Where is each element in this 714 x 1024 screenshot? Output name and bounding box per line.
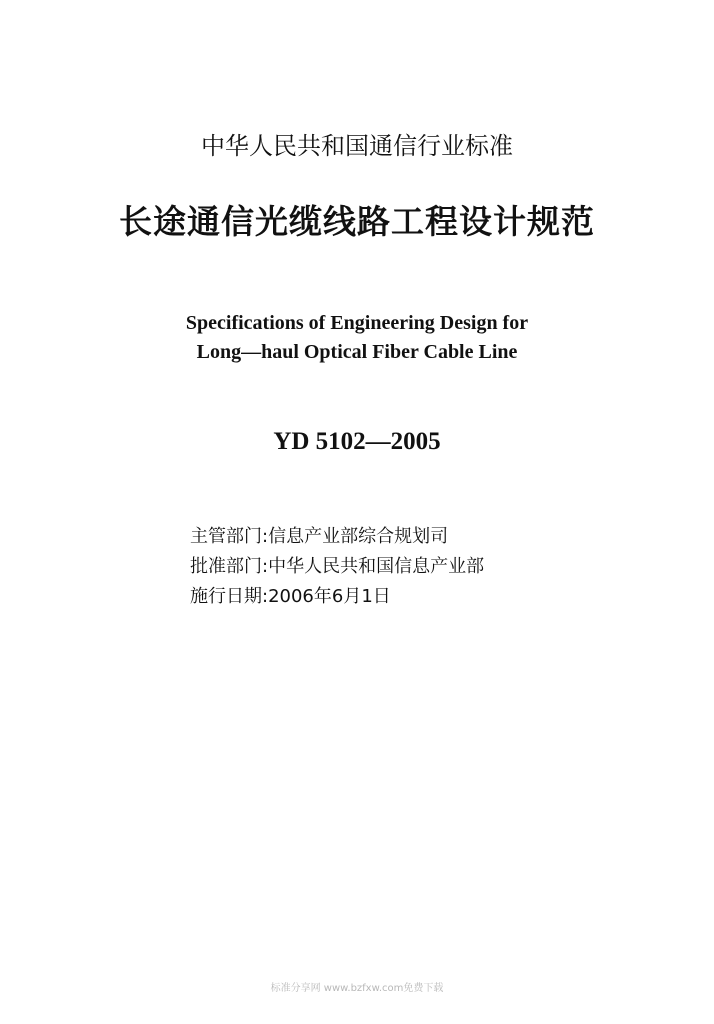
approving-department: 批准部门:中华人民共和国信息产业部 [190,556,485,577]
standard-type-heading: 中华人民共和国通信行业标准 [201,132,513,160]
english-title-line-2: Long—haul Optical Fiber Cable Line [196,341,518,363]
competent-department: 主管部门:信息产业部综合规划司 [190,526,449,547]
standard-number: YD 5102—2005 [273,428,441,455]
footer-watermark: 标准分享网 www.bzfxw.com免费下载 [270,983,444,994]
effective-date: 施行日期:2006年6月1日 [190,586,391,607]
english-title-line-1: Specifications of Engineering Design for [185,312,529,334]
chinese-title: 长途通信光缆线路工程设计规范 [119,202,595,241]
